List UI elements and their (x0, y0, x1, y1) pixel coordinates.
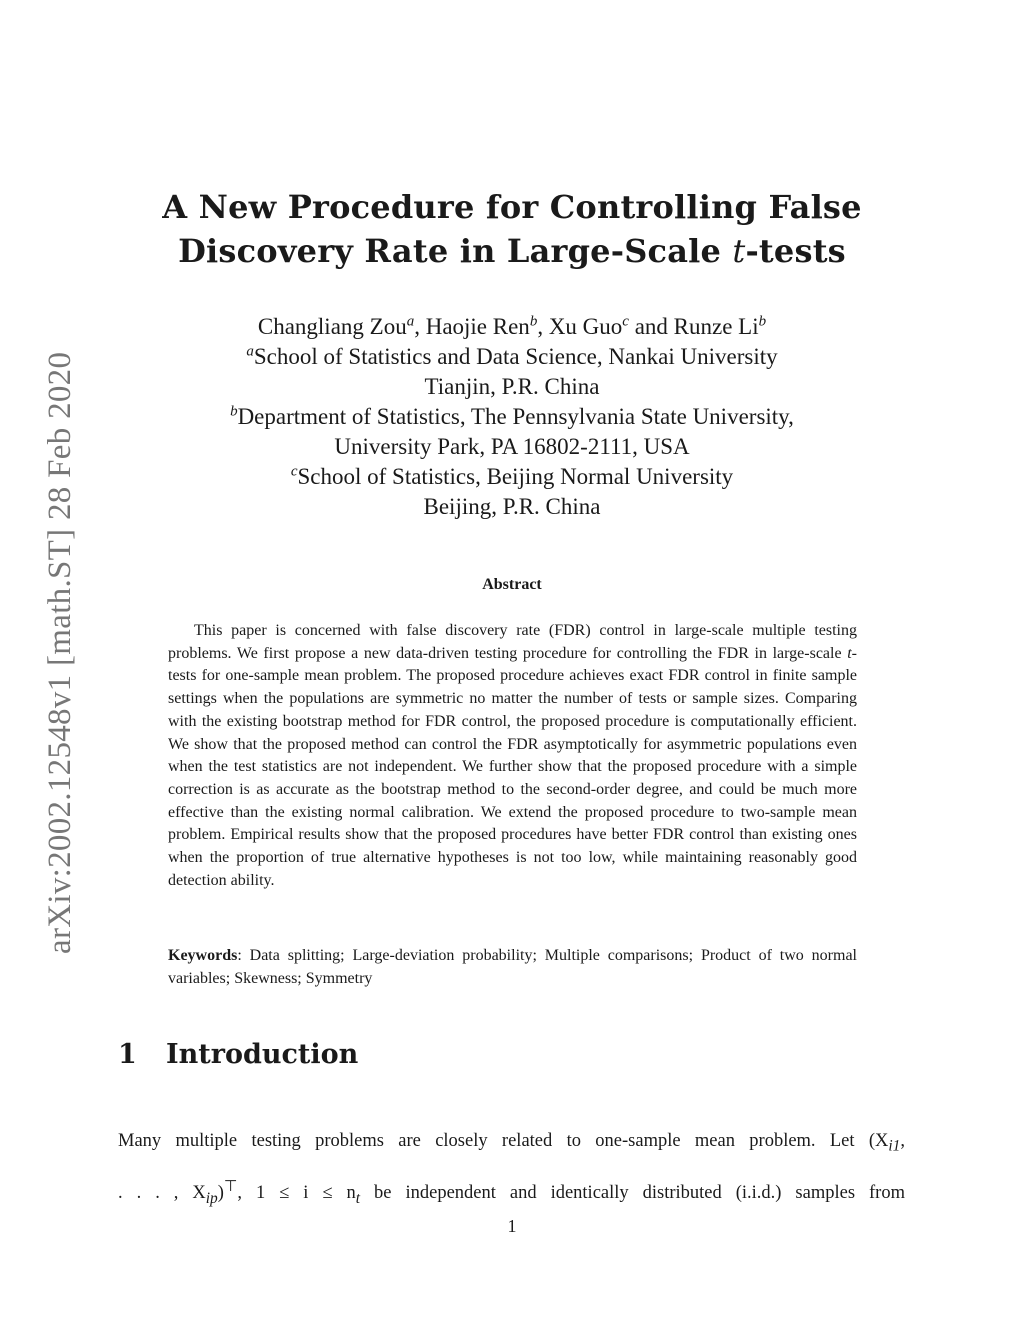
section-title: Introduction (166, 1039, 359, 1070)
affiliation-text: School of Statistics, Beijing Normal University (297, 464, 734, 489)
intro-superscript: ⊤ (223, 1177, 238, 1195)
affiliation-line (0, 342, 1024, 372)
affiliation-line (0, 372, 1024, 402)
section-heading (118, 1039, 358, 1070)
author-affil-mark: c (622, 313, 629, 330)
affiliation-text: Beijing, P.R. China (423, 494, 601, 519)
affiliation-text: Tianjin, P.R. China (424, 374, 600, 399)
intro-paragraph (118, 1121, 905, 1219)
abstract-body (168, 620, 857, 892)
intro-text: be independent and identically distributed (i.i.d.) samples from (360, 1182, 905, 1203)
paper-title (0, 185, 1024, 273)
title-line-2 (0, 229, 1024, 273)
affiliation-mark: b (230, 403, 238, 420)
intro-text: . . . , X (118, 1182, 206, 1203)
affiliation-text: University Park, PA 16802-2111, USA (334, 434, 690, 459)
affiliation-line (0, 492, 1024, 522)
intro-text: Many multiple testing problems are closely related to one-sample mean problem. Let (X (118, 1131, 889, 1151)
title-line-1: A New Procedure for Controlling False (162, 188, 862, 226)
title-line-2-suffix: -tests (745, 232, 846, 270)
author-name: , Haojie Ren (414, 314, 530, 339)
abstract-text: This paper is concerned with false discovery rate (FDR) control in large-scale multiple testing problems. We first propose a new data-driven testing procedure for controlling the FDR in large-scale (168, 622, 857, 662)
intro-subscript: t (355, 1189, 361, 1207)
affiliation-mark: a (246, 343, 254, 360)
intro-text: , 1 ≤ i ≤ n (237, 1182, 356, 1203)
author-block (0, 312, 1024, 522)
affiliation-text: Department of Statistics, The Pennsylvania State University, (237, 404, 794, 429)
intro-line-2 (118, 1167, 905, 1219)
abstract-text: -tests for one-sample mean problem. The proposed procedure achieves exact FDR control in finite sample settings when the populations are symmetric no matter the number of tests or sample sizes. Comparing with the existing bootstrap method for FDR control, the proposed procedure is computationally efficient. We show that the proposed method can control the FDR asymptotically for asymmetric populations even when the test statistics are not independent. We further show that the proposed procedure with a simple correction is as accurate as the bootstrap method to the second-order degree, and could be much more effective than the existing normal calibration. We extend the proposed procedure to two-sample mean problem. Empirical results show that the proposed procedures have better FDR control than existing ones when the proportion of true alternative hypotheses is not too low, while maintaining reasonably good detection ability. (168, 644, 857, 889)
affiliation-line (0, 432, 1024, 462)
author-name: , Xu Guo (537, 314, 623, 339)
author-name: Changliang Zou (257, 314, 407, 339)
author-affil-mark: a (406, 313, 415, 330)
abstract-heading: Abstract (482, 576, 542, 593)
intro-subscript: i1 (888, 1137, 901, 1155)
abstract-t-symbol: t (847, 644, 852, 662)
arxiv-identifier: arXiv:2002.12548v1 [math.ST] 28 Feb 2020 (42, 351, 78, 954)
keywords (168, 945, 857, 990)
intro-subscript: ip (205, 1189, 218, 1207)
keywords-text: : Data splitting; Large-deviation probability; Multiple comparisons; Product of two normal variables; Skewness; Symmetry (168, 947, 857, 987)
author-list (0, 312, 1024, 342)
author-affil-mark: b (758, 313, 767, 330)
author-affil-mark: b (529, 313, 538, 330)
title-line-2-text: Discovery Rate in Large-Scale (178, 232, 733, 270)
page-number: 1 (507, 1216, 517, 1236)
affiliation-mark: c (290, 463, 298, 480)
affiliation-text: School of Statistics and Data Science, Nankai University (253, 344, 778, 369)
intro-line-1 (118, 1121, 905, 1167)
affiliation-line (0, 462, 1024, 492)
intro-text: , (900, 1131, 905, 1151)
author-name: and Runze Li (628, 314, 759, 339)
keywords-label: Keywords (168, 947, 238, 964)
title-t-symbol: t (732, 232, 746, 270)
affiliation-line (0, 402, 1024, 432)
intro-text: ) (217, 1182, 224, 1203)
section-number: 1 (118, 1039, 137, 1070)
